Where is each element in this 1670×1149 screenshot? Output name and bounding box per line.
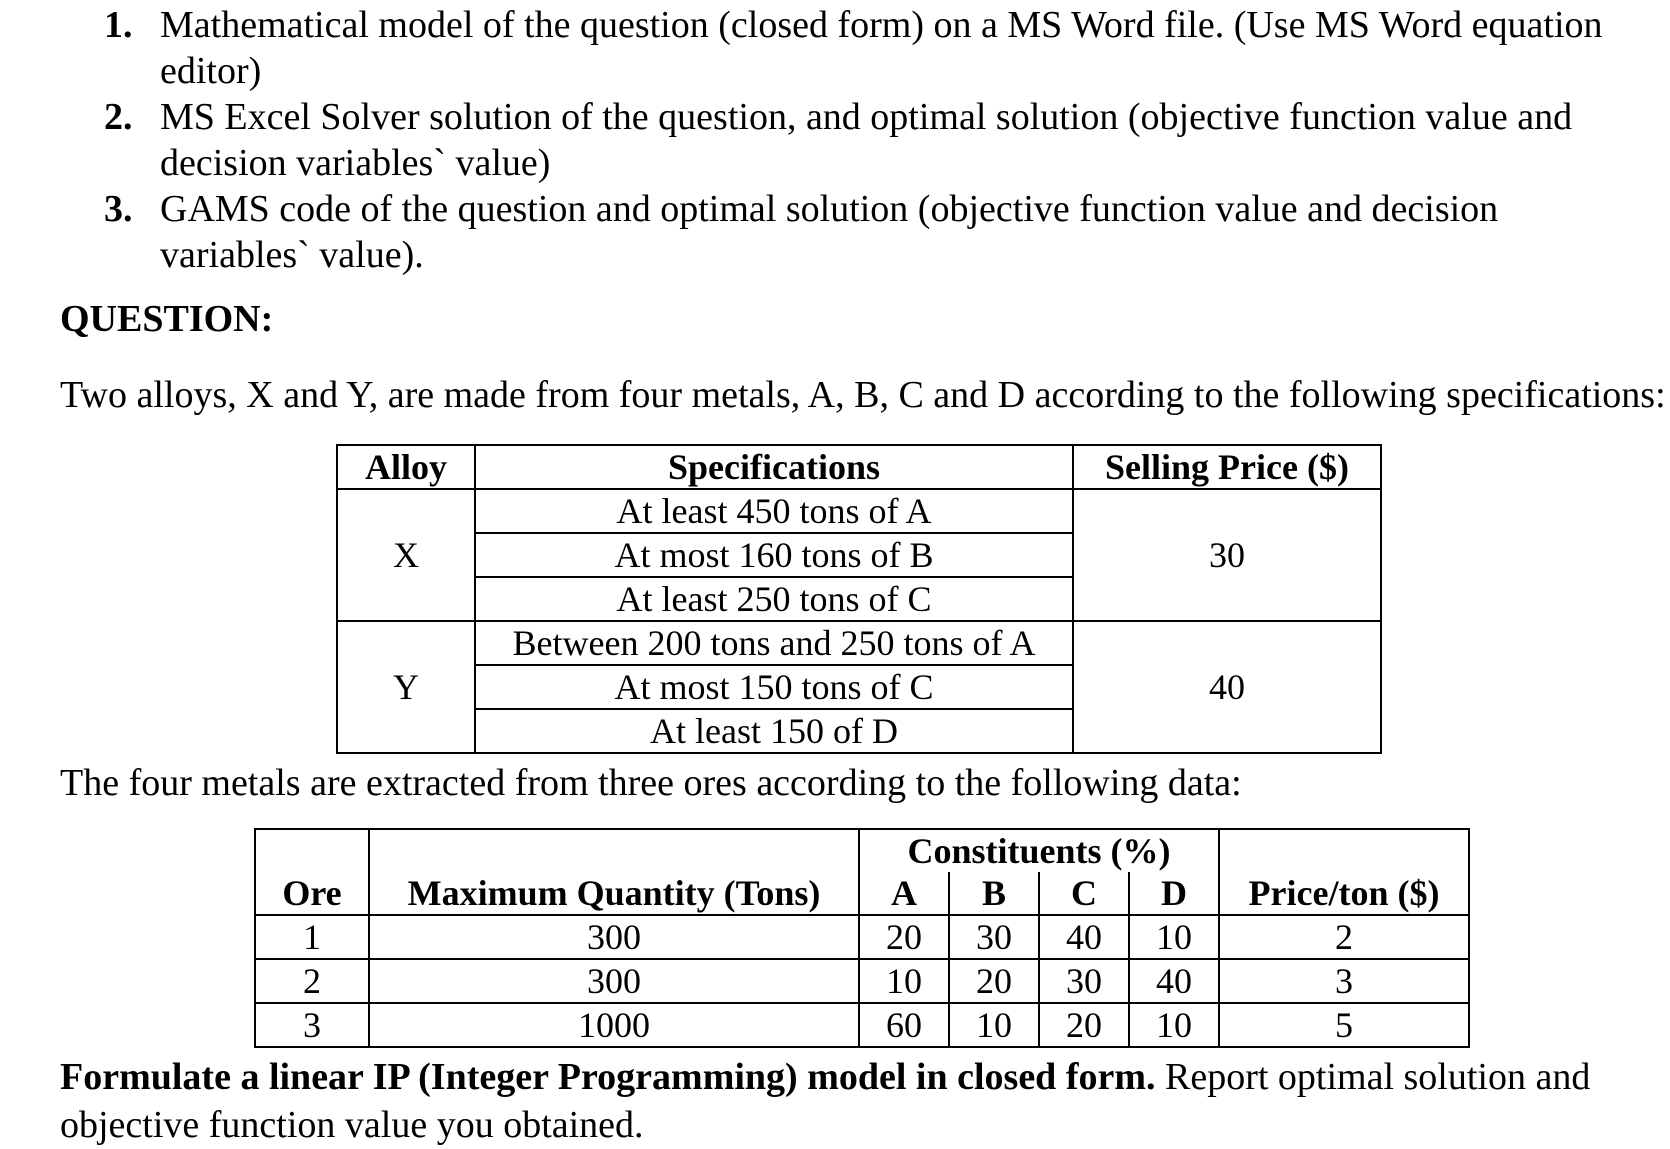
table-row — [255, 915, 1469, 959]
requirement-text: GAMS code of the question and optimal solution (objective function value and decision variables` value). — [160, 188, 1499, 276]
ore-number: 3 — [255, 1003, 369, 1047]
percent-a: 20 — [859, 915, 949, 959]
header-ore: Ore — [255, 872, 369, 915]
percent-c: 30 — [1039, 959, 1129, 1003]
percent-b: 30 — [949, 915, 1039, 959]
intro-paragraph: Two alloys, X and Y, are made from four metals, A, B, C and D according to the following specifications: — [60, 374, 1666, 416]
specification-cell: At most 150 tons of C — [475, 665, 1073, 709]
max-quantity: 300 — [369, 915, 859, 959]
percent-c: 40 — [1039, 915, 1129, 959]
header-blank — [1219, 829, 1469, 872]
header-price-per-ton: Price/ton ($) — [1219, 872, 1469, 915]
specification-cell: Between 200 tons and 250 tons of A — [475, 621, 1073, 665]
ore-intro-paragraph: The four metals are extracted from three ores according to the following data: — [60, 762, 1242, 804]
header-specifications: Specifications — [475, 445, 1073, 489]
ore-number: 1 — [255, 915, 369, 959]
table-row — [337, 621, 1381, 665]
requirement-number: 2. — [104, 96, 133, 138]
table-row — [255, 1003, 1469, 1047]
price-per-ton: 3 — [1219, 959, 1469, 1003]
header-metal-d: D — [1129, 872, 1219, 915]
header-max-quantity: Maximum Quantity (Tons) — [369, 872, 859, 915]
selling-price: 40 — [1073, 621, 1381, 753]
ore-data-table — [254, 828, 1470, 1048]
percent-a: 60 — [859, 1003, 949, 1047]
alloy-name: Y — [337, 621, 475, 753]
max-quantity: 300 — [369, 959, 859, 1003]
header-metal-c: C — [1039, 872, 1129, 915]
question-heading: QUESTION: — [60, 298, 274, 340]
specification-cell: At most 160 tons of B — [475, 533, 1073, 577]
requirement-number: 1. — [104, 4, 133, 46]
requirement-number: 3. — [104, 188, 133, 230]
header-blank — [255, 829, 369, 872]
requirement-item — [0, 94, 1630, 186]
header-constituents: Constituents (%) — [859, 829, 1219, 872]
percent-b: 20 — [949, 959, 1039, 1003]
table-header-row — [255, 872, 1469, 915]
table-row — [255, 959, 1469, 1003]
specification-cell: At least 250 tons of C — [475, 577, 1073, 621]
percent-b: 10 — [949, 1003, 1039, 1047]
requirement-text: MS Excel Solver solution of the question, and optimal solution (objective function value and decision variables` value) — [160, 96, 1573, 184]
table-row — [337, 489, 1381, 533]
price-per-ton: 2 — [1219, 915, 1469, 959]
header-alloy: Alloy — [337, 445, 475, 489]
requirements-list — [0, 2, 1670, 278]
percent-d: 10 — [1129, 1003, 1219, 1047]
specification-cell: At least 450 tons of A — [475, 489, 1073, 533]
percent-a: 10 — [859, 959, 949, 1003]
requirement-item — [0, 186, 1630, 278]
header-blank — [369, 829, 859, 872]
price-per-ton: 5 — [1219, 1003, 1469, 1047]
header-metal-b: B — [949, 872, 1039, 915]
percent-d: 10 — [1129, 915, 1219, 959]
percent-c: 20 — [1039, 1003, 1129, 1047]
requirement-item — [0, 2, 1630, 94]
header-selling-price: Selling Price ($) — [1073, 445, 1381, 489]
requirement-text: Mathematical model of the question (closed form) on a MS Word file. (Use MS Word equation editor) — [160, 4, 1603, 92]
alloy-name: X — [337, 489, 475, 621]
specification-cell: At least 150 of D — [475, 709, 1073, 753]
table-header-row — [255, 829, 1469, 872]
selling-price: 30 — [1073, 489, 1381, 621]
max-quantity: 1000 — [369, 1003, 859, 1047]
alloy-specification-table — [336, 444, 1382, 754]
ore-number: 2 — [255, 959, 369, 1003]
percent-d: 40 — [1129, 959, 1219, 1003]
header-metal-a: A — [859, 872, 949, 915]
table-header-row — [337, 445, 1381, 489]
closing-instructions — [60, 1053, 1620, 1149]
closing-normal-text: Report optimal solution and objective function value you obtained. — [60, 1056, 1591, 1146]
closing-bold-text: Formulate a linear IP (Integer Programming) model in closed form. — [60, 1056, 1156, 1098]
